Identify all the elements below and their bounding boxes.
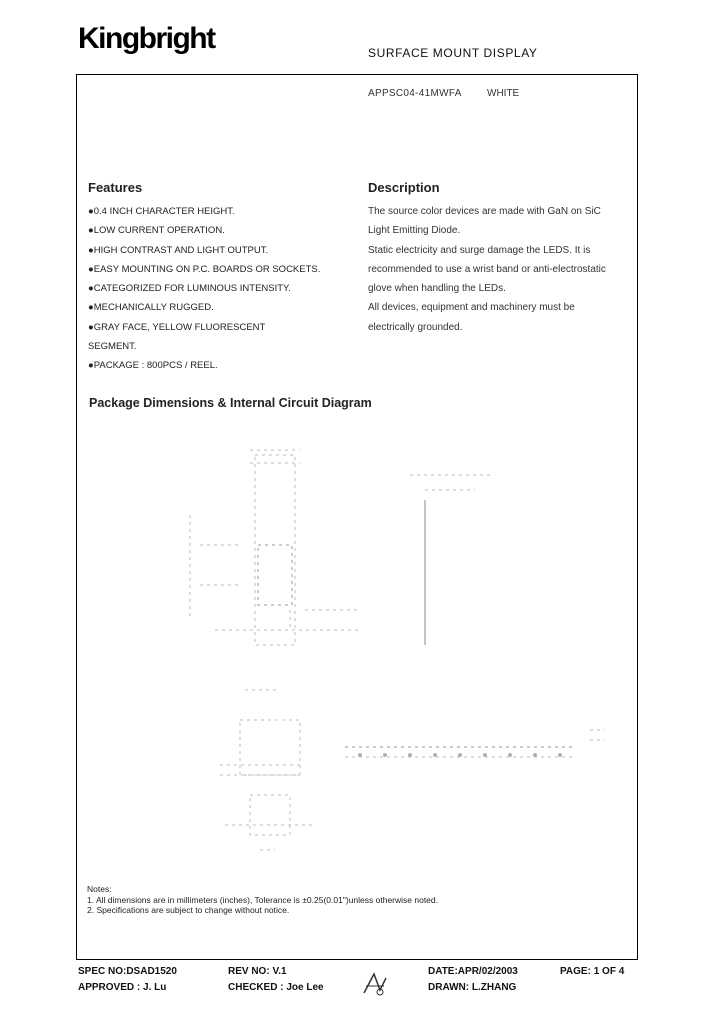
- feature-item: ●PACKAGE : 800PCS / REEL.: [88, 360, 218, 372]
- description-line: The source color devices are made with GaN on SiC: [368, 206, 601, 217]
- feature-item: ●EASY MOUNTING ON P.C. BOARDS OR SOCKETS.: [88, 263, 321, 275]
- feature-item: ●0.4 INCH CHARACTER HEIGHT.: [88, 206, 235, 217]
- brand-logo: Kingbright: [78, 22, 215, 55]
- signature-icon: [360, 968, 390, 998]
- feature-item: ●HIGH CONTRAST AND LIGHT OUTPUT.: [88, 244, 269, 256]
- document-date: DATE:APR/02/2003: [428, 966, 518, 977]
- feature-item-continued: SEGMENT.: [88, 341, 137, 353]
- notes-title: Notes:: [87, 884, 112, 894]
- description-line: Light Emitting Diode.: [368, 225, 461, 237]
- features-heading: Features: [88, 180, 143, 195]
- document-title: SURFACE MOUNT DISPLAY: [368, 46, 538, 60]
- note-item: 2. Specifications are subject to change without notice.: [87, 905, 290, 915]
- display-front-outline: [255, 455, 295, 645]
- package-dimensions-heading: Package Dimensions & Internal Circuit Diagram: [89, 396, 372, 410]
- description-heading: Description: [368, 180, 440, 195]
- spec-number: SPEC NO:DSAD1520: [78, 966, 177, 977]
- part-number: APPSC04-41MWFA: [368, 88, 462, 99]
- approved-by: APPROVED : J. Lu: [78, 982, 167, 993]
- note-item: 1. All dimensions are in millimeters (inches), Tolerance is ±0.25(0.01")unless otherwise noted.: [87, 894, 438, 905]
- feature-item: ●GRAY FACE, YELLOW FLUORESCENT: [88, 321, 266, 333]
- description-text: [368, 202, 630, 337]
- emitting-color: WHITE: [487, 88, 520, 99]
- page-number: PAGE: 1 OF 4: [560, 966, 625, 977]
- feature-item: ●MECHANICALLY RUGGED.: [88, 302, 214, 314]
- notes-block: [87, 884, 438, 916]
- description-line: electrically grounded.: [368, 321, 463, 333]
- description-line: Static electricity and surge damage the LEDS. It is: [368, 244, 591, 256]
- circuit-led-markers: [358, 753, 562, 757]
- checked-by: CHECKED : Joe Lee: [228, 982, 324, 993]
- features-list: [88, 202, 356, 376]
- description-line: recommended to use a wrist band or anti-electrostatic: [368, 263, 606, 275]
- description-line: glove when handling the LEDs.: [368, 283, 506, 295]
- feature-item: ●CATEGORIZED FOR LUMINOUS INTENSITY.: [88, 283, 291, 295]
- feature-item: ●LOW CURRENT OPERATION.: [88, 225, 225, 237]
- description-line: All devices, equipment and machinery must be: [368, 302, 575, 314]
- package-dimension-drawing: [170, 435, 620, 865]
- drawn-by: DRAWN: L.ZHANG: [428, 982, 517, 993]
- revision-number: REV NO: V.1: [228, 966, 287, 977]
